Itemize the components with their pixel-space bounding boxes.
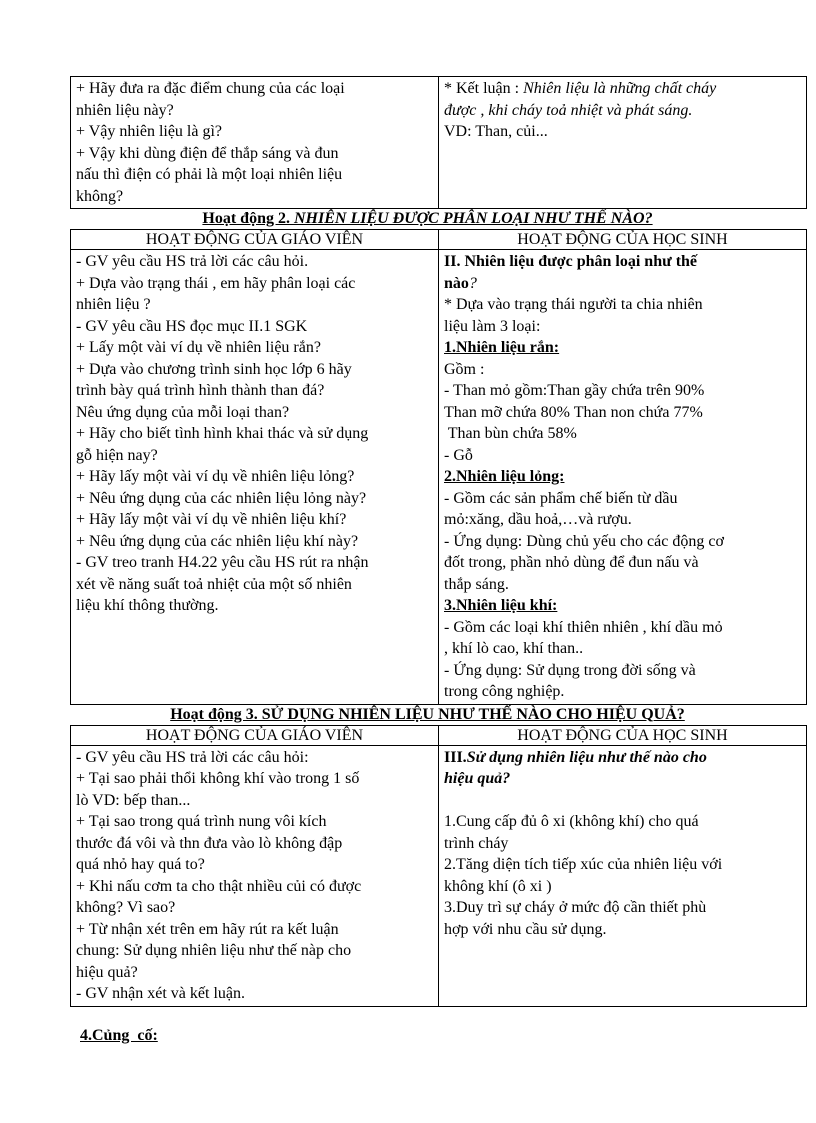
teacher-line: trình bày quá trình hình thành than đá? <box>76 382 325 399</box>
gas-line: - Gồm các loại khí thiên nhiên , khí dầu mỏ <box>444 618 723 636</box>
activity-2-heading <box>70 209 785 229</box>
student-cell <box>439 745 807 1006</box>
table-row <box>71 250 807 705</box>
teacher-line: nấu thì điện có phải là một loại nhiên liệu <box>76 166 343 183</box>
header-teacher: HOẠT ĐỘNG CỦA GIÁO VIÊN <box>71 230 439 250</box>
teacher-line: - GV yêu cầu HS đọc mục II.1 SGK <box>76 317 308 335</box>
student-cell <box>439 250 807 705</box>
conclusion-text-2: được , khi cháy toả nhiệt và phát sáng. <box>444 101 693 119</box>
example-line: VD: Than, củi... <box>444 123 548 140</box>
teacher-line: liệu khí thông thường. <box>76 597 219 614</box>
teacher-line: + Dựa vào chương trình sinh học lớp 6 hãy <box>76 360 352 378</box>
conclusion-line <box>444 78 801 100</box>
teacher-line: + Dựa vào trạng thái , em hãy phân loại các <box>76 274 356 292</box>
teacher-line: + Khi nấu cơm ta cho thật nhiều củi có được <box>76 877 362 895</box>
teacher-line: chung: Sử dụng nhiên liệu như thế nàp cho <box>76 942 352 959</box>
activity-3-heading <box>70 705 785 725</box>
student-cell <box>439 77 807 209</box>
solid-line: Than bùn chứa 58% <box>444 425 577 442</box>
liquid-line: mỏ:xăng, dầu hoả,…và rượu. <box>444 511 632 528</box>
gas-line: trong công nghiệp. <box>444 683 565 700</box>
table-fuel-classification <box>70 229 807 705</box>
teacher-line: + Từ nhận xét trên em hãy rút ra kết luận <box>76 920 339 938</box>
teacher-line: - GV treo tranh H4.22 yêu cầu HS rút ra nhận <box>76 554 369 571</box>
efficiency-item: 3.Duy trì sự cháy ở mức độ cần thiết phù <box>444 899 707 916</box>
efficiency-item: không khí (ô xi ) <box>444 877 552 895</box>
liquid-line: - Ứng dụng: Dùng chủ yếu cho các động cơ <box>444 532 724 550</box>
section-title-cont: nào? <box>444 274 477 292</box>
teacher-line: + Hãy đưa ra đặc điểm chung của các loại <box>76 80 345 97</box>
activity-2-title: NHIÊN LIỆU ĐƯỢC PHÂN LOẠI NHƯ THẾ NÀO? <box>289 210 653 227</box>
solid-heading: 1.Nhiên liệu rắn: <box>444 339 560 356</box>
teacher-cell <box>71 745 439 1006</box>
teacher-line: + Nêu ứng dụng của các nhiên liệu lỏng này? <box>76 489 367 507</box>
gas-line: , khí lò cao, khí than.. <box>444 640 584 657</box>
intro-line: liệu làm 3 loại: <box>444 317 541 335</box>
gas-line: - Ứng dụng: Sử dụng trong đời sống và <box>444 661 696 679</box>
lesson-page <box>70 76 785 1007</box>
table-header-row <box>71 725 807 745</box>
section-title: III.Sử dụng nhiên liệu như thế nào cho <box>444 748 707 766</box>
teacher-line: + Nêu ứng dụng của các nhiên liệu khí này? <box>76 532 359 550</box>
teacher-line: + Hãy cho biết tình hình khai thác và sử dụng <box>76 425 369 442</box>
solid-line: - Than mỏ gồm:Than gầy chứa trên 90% <box>444 382 705 399</box>
teacher-line: lò VD: bếp than... <box>76 791 191 809</box>
header-student: HOẠT ĐỘNG CỦA HỌC SINH <box>439 230 807 250</box>
activity-2-lead: Hoạt động 2. <box>202 210 290 227</box>
section-consolidation-heading: 4.Củng cố: <box>80 1027 158 1044</box>
teacher-line: + Hãy lấy một vài ví dụ về nhiên liệu lỏng? <box>76 468 355 485</box>
solid-line: Gồm : <box>444 360 485 378</box>
efficiency-item: 2.Tăng diện tích tiếp xúc của nhiên liệu với <box>444 856 723 873</box>
liquid-line: - Gồm các sản phẩm chế biến từ dầu <box>444 489 678 507</box>
efficiency-item: hợp với nhu cầu sử dụng. <box>444 920 607 938</box>
header-student: HOẠT ĐỘNG CỦA HỌC SINH <box>439 725 807 745</box>
conclusion-text: Nhiên liệu là những chất cháy <box>523 80 717 97</box>
teacher-line: + Hãy lấy một vài ví dụ về nhiên liệu khí? <box>76 511 347 528</box>
teacher-cell <box>71 77 439 209</box>
efficiency-item: 1.Cung cấp đủ ô xi (không khí) cho quá <box>444 813 699 830</box>
teacher-line: + Vậy nhiên liệu là gì? <box>76 123 223 140</box>
teacher-line: không? Vì sao? <box>76 899 176 916</box>
teacher-line: - GV nhận xét và kết luận. <box>76 985 245 1002</box>
teacher-line: hiệu quả? <box>76 963 138 981</box>
teacher-line: + Tại sao phải thổi không khí vào trong 1 số <box>76 770 360 787</box>
intro-line: * Dựa vào trạng thái người ta chia nhiên <box>444 296 703 313</box>
solid-line: - Gỗ <box>444 446 473 464</box>
conclusion-label: * Kết luận : <box>444 80 524 97</box>
liquid-heading: 2.Nhiên liệu lỏng: <box>444 468 565 485</box>
liquid-line: đốt trong, phần nhỏ dùng để đun nấu và <box>444 554 699 571</box>
teacher-line: quá nhỏ hay quá to? <box>76 856 205 873</box>
table-fuel-definition <box>70 76 807 209</box>
solid-line: Than mỡ chứa 80% Than non chứa 77% <box>444 403 703 421</box>
section-title-cont: hiệu quả? <box>444 770 511 787</box>
efficiency-item: trình cháy <box>444 834 509 852</box>
activity-3-title: Hoạt động 3. SỬ DỤNG NHIÊN LIỆU NHƯ THẾ NÀO CHO HIỆU QUẢ? <box>170 705 685 723</box>
table-header-row <box>71 230 807 250</box>
teacher-line: + Tại sao trong quá trình nung vôi kích <box>76 813 327 830</box>
teacher-line: nhiên liệu này? <box>76 101 174 119</box>
teacher-line: thước đá vôi và thn đưa vào lò không đập <box>76 834 343 852</box>
spacer <box>444 790 801 812</box>
table-fuel-efficiency <box>70 725 807 1007</box>
teacher-line: - GV yêu cầu HS trả lời các câu hỏi. <box>76 253 309 270</box>
header-teacher: HOẠT ĐỘNG CỦA GIÁO VIÊN <box>71 725 439 745</box>
teacher-line: nhiên liệu ? <box>76 296 151 313</box>
teacher-line: xét về năng suất toả nhiệt của một số nhiên <box>76 575 352 593</box>
table-row <box>71 77 807 209</box>
teacher-line: - GV yêu cầu HS trả lời các câu hỏi: <box>76 748 309 766</box>
teacher-line: gỗ hiện nay? <box>76 446 158 464</box>
teacher-line: + Lấy một vài ví dụ về nhiên liệu rắn? <box>76 339 321 356</box>
liquid-line: thắp sáng. <box>444 575 509 593</box>
teacher-line: + Vậy khi dùng điện để thắp sáng và đun <box>76 144 339 162</box>
teacher-line: Nêu ứng dụng của mỗi loại than? <box>76 403 290 421</box>
teacher-cell <box>71 250 439 705</box>
gas-heading: 3.Nhiên liệu khí: <box>444 597 558 614</box>
teacher-line: không? <box>76 187 124 205</box>
table-row <box>71 745 807 1006</box>
section-title: II. Nhiên liệu được phân loại như thế <box>444 253 698 270</box>
